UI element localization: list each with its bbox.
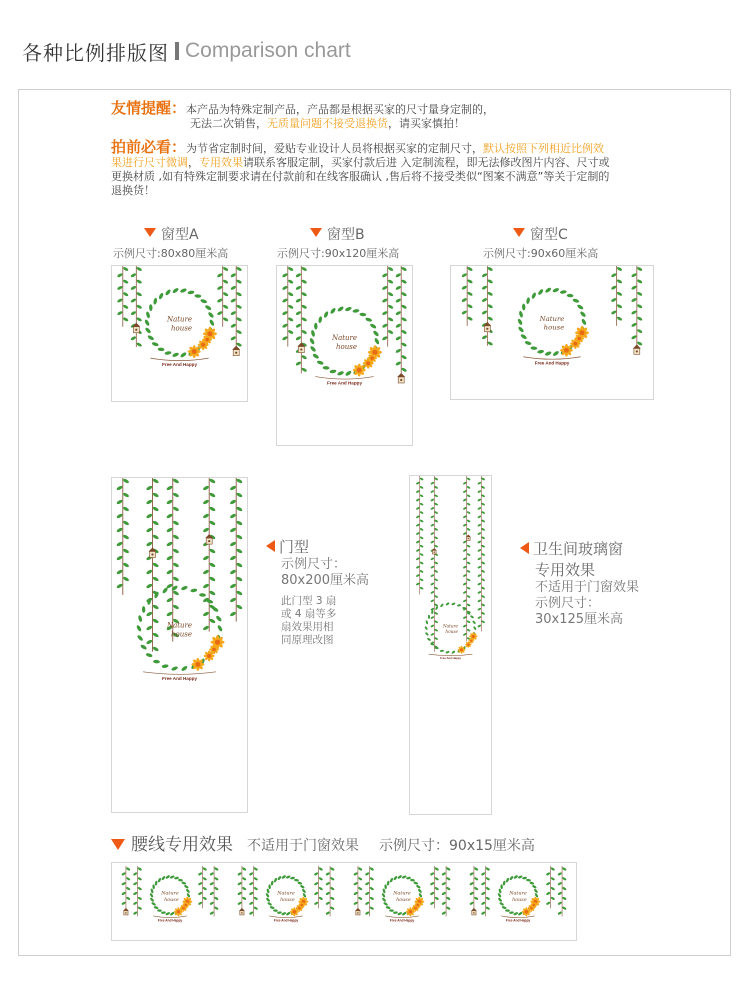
birdhouse-icon [355,908,361,915]
hanging-vine [230,266,242,347]
wreath-subtitle: house [164,896,179,903]
flower-wreath [381,875,424,923]
hanging-vine [430,476,438,652]
window-a-preview [111,265,248,402]
bathroom-info: 卫生间玻璃窗 专用效果 不适用于门窗效果 示例尺寸： 30x125厘米高 [520,538,639,628]
hanging-vine [469,866,478,908]
page-title [22,36,351,66]
wreath-title: Nature [442,623,459,629]
hanging-vine [557,866,566,916]
window-c-title: 窗型C [513,224,568,244]
flower-wreath [149,875,192,923]
window-c-artwork [451,266,653,399]
title-divider [175,42,179,60]
birdhouse-icon [232,346,240,356]
tagline: Free And Happy [161,675,198,681]
friendly-notice: 友情提醒：本产品为特殊定制产品，产品都是根据买家的尺寸量身定制的， 无法二次销售，无质量问题不接受退换货，请买家慎拍！ [111,99,495,130]
birdhouse-icon [123,908,129,915]
before-purchase-notice: 拍前必看：为节省定制时间，爱贴专业设计人员将根据买家的定制尺寸，默认按照下列相近比例效果进行尺寸微调，专用效果请联系客服定制，买家付款后进 入定制流程，即无法修改图片内容、尺寸或更换材质 ,如有特殊定制要求请在付款前和在线客服确认 ,售后将不接受类似“图案不满意”等关于定制的退换货！ [111,138,610,197]
tagline: Free And Happy [273,918,299,923]
wreath-subtitle: house [512,896,527,903]
title-chinese: 各种比例排版图 [22,40,169,65]
friendly-notice-label: 友情提醒： [111,99,187,117]
hanging-vine [121,866,130,908]
left-triangle-icon [266,540,275,552]
hanging-vine [282,266,294,347]
hanging-vine [237,866,246,908]
hanging-vine [463,476,471,642]
hanging-vine [430,866,439,908]
flower-wreath [265,875,308,923]
waistline-artwork [112,863,576,940]
wreath-title: Nature [539,314,565,323]
tagline: Free And Happy [157,918,183,923]
birdhouse-icon [633,345,641,355]
tagline: Free And Happy [534,360,570,366]
flower-wreath [136,585,225,681]
tagline: Free And Happy [505,918,531,923]
hanging-vine [416,476,424,594]
window-a-title: 窗型A [144,224,199,244]
hanging-vine [198,866,207,908]
hanging-vine [209,866,218,916]
waistline-preview [111,862,577,941]
flower-wreath [144,287,217,367]
hanging-vine [229,478,243,622]
window-b-preview [276,265,413,446]
waistline-size: 示例尺寸：90x15厘米高 [379,838,535,854]
wreath-subtitle: house [543,323,565,332]
wreath-title: Nature [331,334,358,343]
hanging-vine [116,478,130,595]
window-c-preview [450,265,654,400]
birdhouse-icon [471,908,477,915]
wreath-subtitle: house [396,896,411,903]
hanging-vine [546,866,555,908]
tagline: Free And Happy [161,362,198,368]
before-purchase-label: 拍前必看： [111,138,187,156]
tagline: Free And Happy [389,918,415,923]
down-triangle-icon [144,228,156,237]
wreath-title: Nature [277,890,295,897]
hanging-vine [295,266,307,373]
down-triangle-icon [310,228,322,237]
bathroom-preview [409,475,492,815]
title-english: Comparison chart [185,39,351,62]
birdhouse-icon [149,547,157,557]
hanging-vine [249,866,258,916]
hanging-vine [477,476,485,631]
window-b-size: 示例尺寸:90x120厘米高 [277,247,400,260]
left-triangle-icon [520,542,529,554]
wreath-subtitle: house [280,896,295,903]
down-triangle-icon [513,228,525,237]
hanging-vine [461,266,473,326]
hanging-vine [365,866,374,916]
window-b-title: 窗型B [310,224,365,244]
waistline-title: 腰线专用效果 [131,835,233,855]
birdhouse-icon [397,373,405,383]
tagline: Free And Happy [326,380,363,386]
window-b-artwork [277,266,412,445]
wreath-title: Nature [166,621,193,630]
door-preview [111,477,248,813]
birdhouse-icon [239,908,245,915]
wreath-subtitle: house [171,630,192,639]
door-artwork [112,478,247,812]
hanging-vine [314,866,323,908]
window-a-artwork [112,266,247,401]
wreath-subtitle: house [171,324,192,333]
hanging-vine [481,266,493,346]
window-a-size: 示例尺寸:80x80厘米高 [113,247,229,260]
hanging-vine [382,266,394,347]
bathroom-artwork [410,476,491,814]
wreath-title: Nature [509,890,527,897]
bathroom-title: 卫生间玻璃窗 [533,540,624,558]
door-title: 门型 [279,538,310,556]
down-triangle-icon [111,839,125,850]
hanging-vine [611,266,623,326]
flower-wreath [497,875,540,923]
hanging-vine [441,866,450,916]
door-info: 门型 示例尺寸： 80x200厘米高 此门型 3 扇 或 4 扇等多 扇效果用相 同原理改图 [266,536,369,647]
hanging-vine [133,866,142,916]
window-c-size: 示例尺寸:90x60厘米高 [483,247,599,260]
hanging-vine [481,866,490,916]
hanging-vine [166,478,180,642]
wreath-title: Nature [161,890,179,897]
waistline-label [111,830,535,855]
wreath-title: Nature [393,890,411,897]
flower-wreath [309,306,382,386]
hanging-vine [353,866,362,908]
hanging-vine [325,866,334,916]
hanging-vine [146,478,160,652]
tagline: Free And Happy [440,657,461,660]
hanging-vine [217,266,229,327]
hanging-vine [395,266,407,373]
birdhouse-icon [432,548,437,554]
hanging-vine [130,266,142,347]
hanging-vine [631,266,643,346]
flower-wreath [517,287,589,366]
wreath-subtitle: house [445,628,458,634]
wreath-title: Nature [166,315,193,324]
waistline-note: 不适用于门窗效果 [247,838,359,854]
hanging-vine [117,266,129,327]
wreath-subtitle: house [336,343,357,352]
